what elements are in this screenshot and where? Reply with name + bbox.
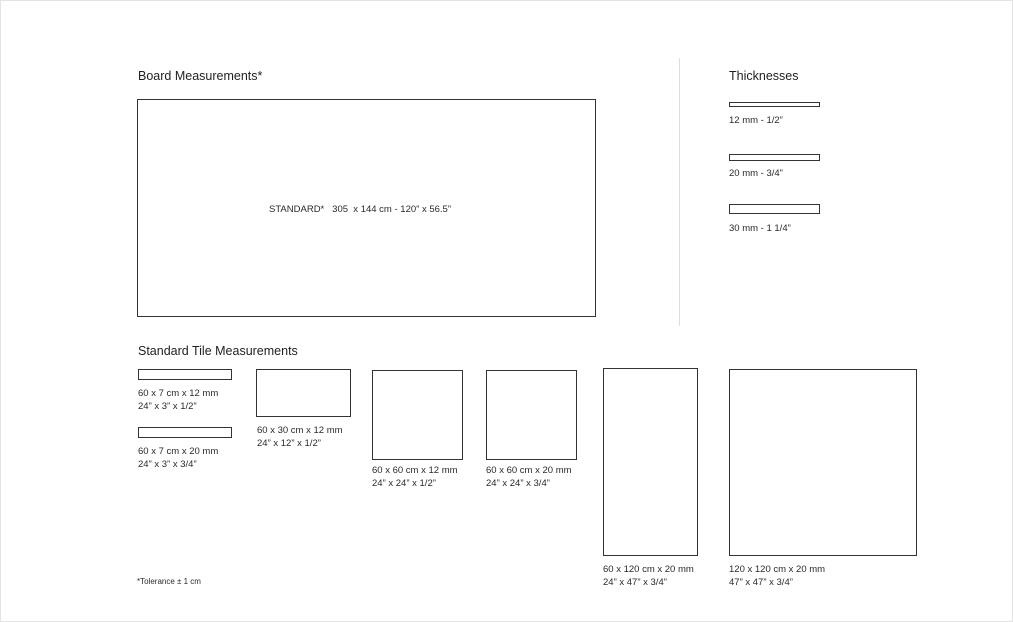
tile-imperial: 24” x 24” x 3/4” [486, 478, 550, 489]
tile-60x60-20mm-outline [486, 370, 577, 460]
tile-120x120-20mm-outline [729, 369, 917, 556]
tolerance-footnote: *Tolerance ± 1 cm [137, 577, 201, 586]
tile-metric: 120 x 120 cm x 20 mm [729, 564, 826, 575]
tile-metric: 60 x 60 cm x 12 mm [372, 465, 458, 476]
tile-60x120-20mm-label [603, 563, 694, 589]
tile-60x60-20mm-label [486, 464, 572, 490]
standard-size: 305 x 144 cm - 120” x 56.5” [332, 204, 451, 215]
board-measurements-title: Board Measurements* [138, 69, 263, 83]
tile-imperial: 24” x 12” x 1/2” [257, 438, 321, 449]
tile-metric: 60 x 30 cm x 12 mm [257, 425, 343, 436]
section-divider [679, 58, 680, 326]
tile-metric: 60 x 60 cm x 20 mm [486, 465, 572, 476]
tile-imperial: 24” x 3” x 1/2” [138, 401, 197, 412]
tile-60x120-20mm-outline [603, 368, 698, 556]
thickness-30mm-bar [729, 204, 820, 214]
tile-imperial: 24” x 47” x 3/4” [603, 577, 667, 588]
tile-60x30-12mm-outline [256, 369, 351, 417]
standard-label: STANDARD* [269, 204, 325, 215]
tile-metric: 60 x 7 cm x 12 mm [138, 388, 219, 399]
tile-imperial: 24” x 3” x 3/4” [138, 459, 197, 470]
thickness-12mm-bar [729, 102, 820, 107]
thicknesses-title: Thicknesses [729, 69, 799, 83]
tile-60x7-20mm-outline [138, 427, 232, 438]
tile-metric: 60 x 120 cm x 20 mm [603, 564, 694, 575]
tile-120x120-20mm-label [729, 563, 825, 589]
tile-60x60-12mm-outline [372, 370, 463, 460]
tile-measurements-title: Standard Tile Measurements [138, 344, 298, 358]
thickness-20mm-bar [729, 154, 820, 161]
tile-60x7-20mm-label [138, 445, 218, 471]
tile-60x60-12mm-label [372, 464, 458, 490]
tile-imperial: 24” x 24” x 1/2” [372, 478, 436, 489]
standard-board-label [269, 204, 451, 215]
tile-metric: 60 x 7 cm x 20 mm [138, 446, 219, 457]
thickness-30mm-label: 30 mm - 1 1/4” [729, 223, 791, 234]
tile-imperial: 47” x 47” x 3/4” [729, 577, 793, 588]
thickness-20mm-label: 20 mm - 3/4” [729, 168, 783, 179]
tile-60x7-12mm-outline [138, 369, 232, 380]
tile-60x7-12mm-label [138, 387, 218, 413]
tile-60x30-12mm-label [257, 424, 343, 450]
thickness-12mm-label: 12 mm - 1/2” [729, 115, 783, 126]
